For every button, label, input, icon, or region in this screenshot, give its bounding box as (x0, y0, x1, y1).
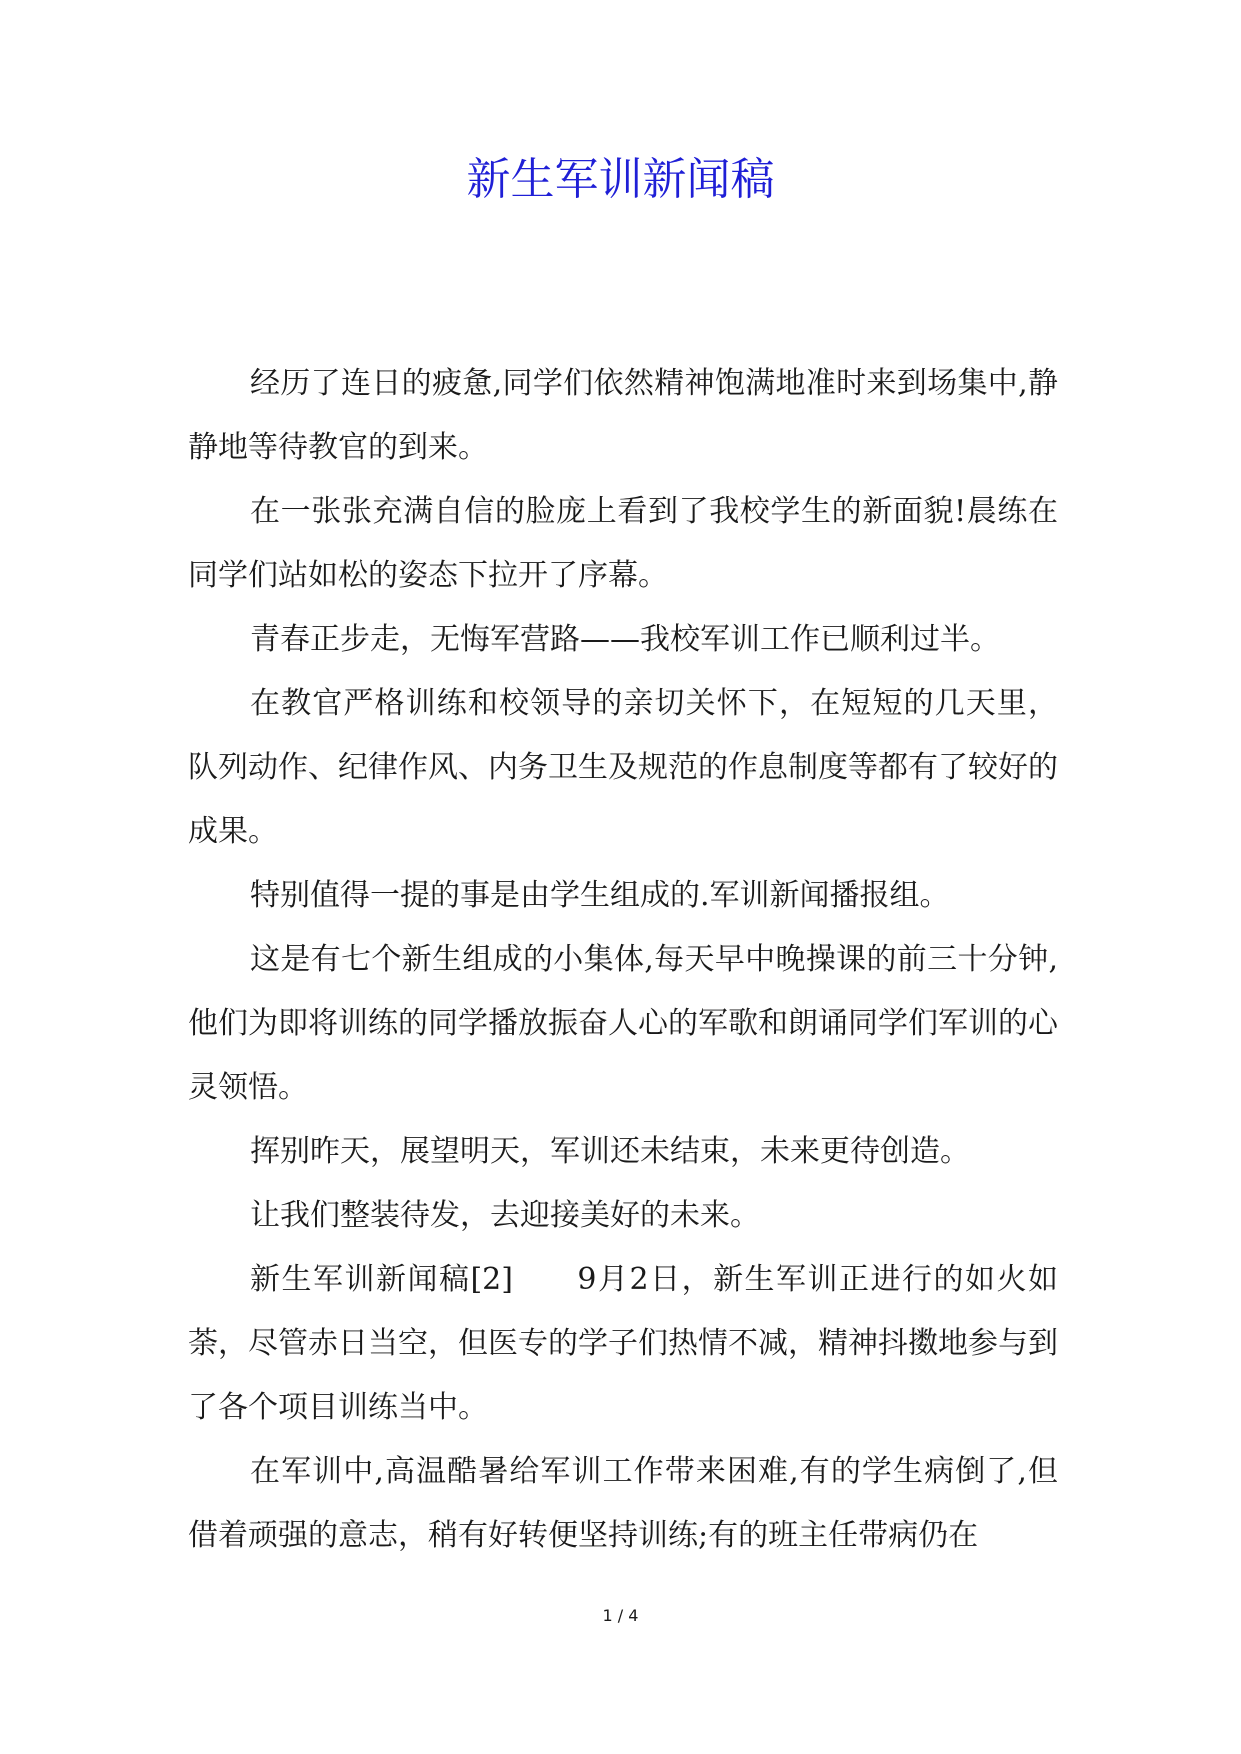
document-title: 新生军训新闻稿 (466, 154, 775, 205)
paragraph: 挥别昨天，展望明天，军训还未结束，未来更待创造。 (250, 1134, 970, 1169)
paragraph: 在军训中,高温酷暑给军训工作带来困难,有的学生病倒了,但借着顽强的意志，稍有好转便坚持训练;有的班主任带病仍在 (188, 1454, 1058, 1553)
paragraph: 青春正步走，无悔军营路——我校军训工作已顺利过半。 (250, 622, 1000, 657)
paragraph: 特别值得一提的事是由学生组成的.军训新闻播报组。 (250, 878, 950, 913)
paragraph: 在教官严格训练和校领导的亲切关怀下，在短短的几天里，队列动作、纪律作风、内务卫生及规范的作息制度等都有了较好的成果。 (188, 686, 1058, 849)
paragraph: 经历了连日的疲惫,同学们依然精神饱满地准时来到场集中,静静地等待教官的到来。 (188, 366, 1058, 465)
paragraph: 新生军训新闻稿[2] 9月2日，新生军训正进行的如火如荼，尽管赤日当空，但医专的学子们热情不减，精神抖擞地参与到了各个项目训练当中。 (188, 1262, 1058, 1425)
page-number: 1 / 4 (602, 1606, 639, 1625)
document-body (188, 352, 1058, 1568)
paragraph: 在一张张充满自信的脸庞上看到了我校学生的新面貌!晨练在同学们站如松的姿态下拉开了序幕。 (188, 494, 1058, 593)
paragraph: 这是有七个新生组成的小集体,每天早中晚操课的前三十分钟,他们为即将训练的同学播放振奋人心的军歌和朗诵同学们军训的心灵领悟。 (188, 942, 1058, 1105)
paragraph: 让我们整装待发，去迎接美好的未来。 (250, 1198, 760, 1233)
